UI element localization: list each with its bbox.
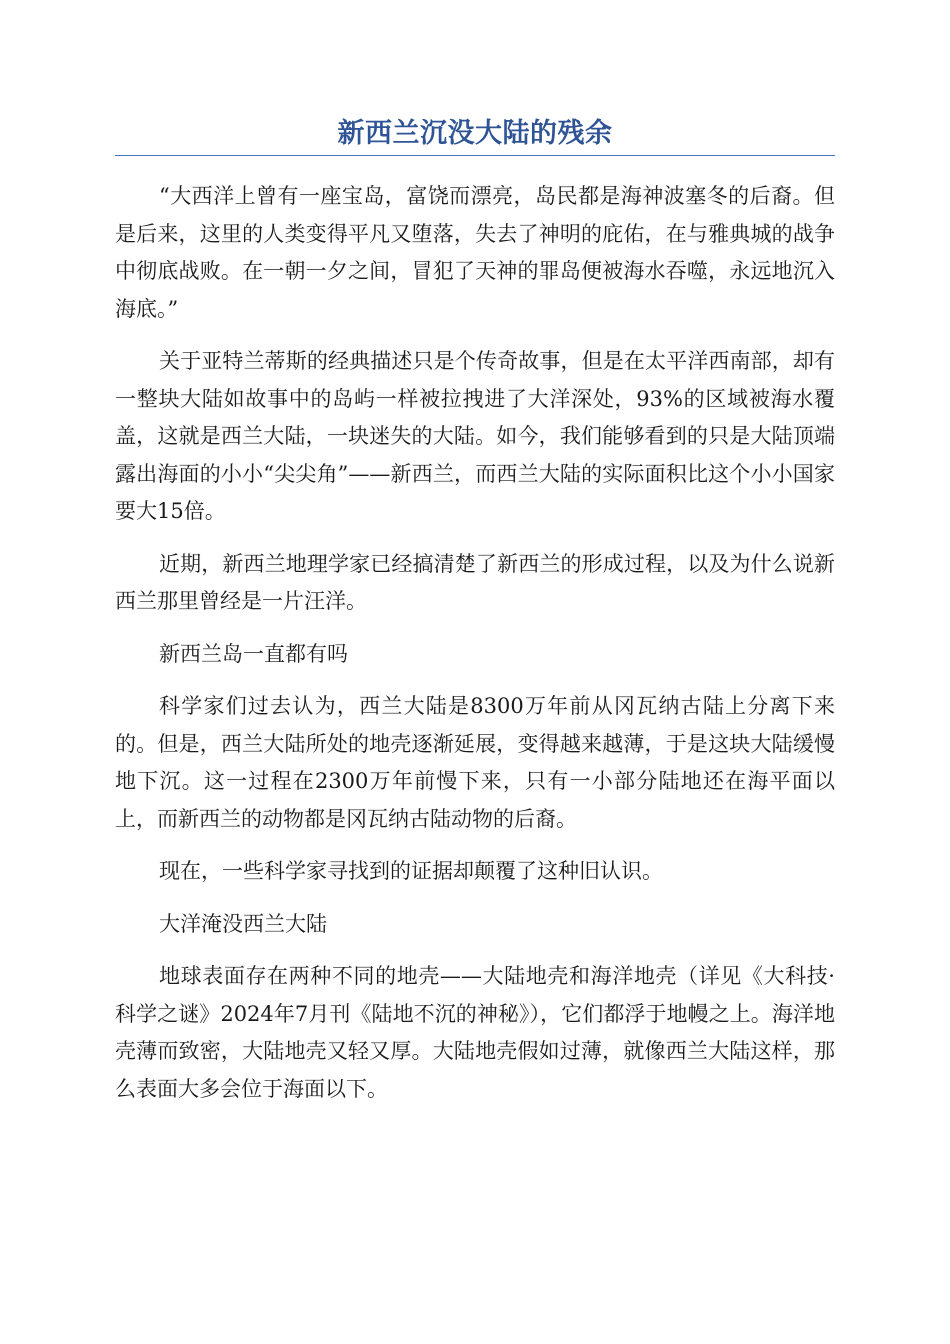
paragraph-new-evidence: 现在，一些科学家寻找到的证据却颠覆了这种旧认识。 (159, 859, 663, 883)
paragraph-old-theory: 科学家们过去认为，西兰大陆是8300万年前从冈瓦纳古陆上分离下来的。但是，西兰大陆所处的地壳逐渐延展，变得越来越薄，于是这块大陆缓慢地下沉。这一过程在2300万年前慢下来，只有一小部分陆地还在海平面以上，而新西兰的动物都是冈瓦纳古陆动物的后裔。 (115, 694, 835, 831)
paragraph-crust-types: 地球表面存在两种不同的地壳——大陆地壳和海洋地壳（详见《大科技·科学之谜》2024年7月刊《陆地不沉的神秘》），它们都浮于地幔之上。海洋地壳薄而致密，大陆地壳又轻又厚。大陆地壳假如过薄，就像西兰大陆这样，那么表面大多会位于海面以下。 (115, 964, 835, 1101)
title-underline (115, 155, 835, 156)
section-heading-always-there: 新西兰岛一直都有吗 (159, 641, 348, 666)
section-heading-ocean-submerged: 大洋淹没西兰大陆 (159, 911, 327, 936)
paragraph-legend-quote: “大西洋上曾有一座宝岛，富饶而漂亮，岛民都是海神波塞冬的后裔。但是后来，这里的人类变得平凡又堕落，失去了神明的庇佑，在与雅典城的战争中彻底战败。在一朝一夕之间，冒犯了天神的罪岛便被海水吞噬，永远地沉入海底。” (115, 184, 835, 321)
paragraph-recent-research: 近期，新西兰地理学家已经搞清楚了新西兰的形成过程，以及为什么说新西兰那里曾经是一片汪洋。 (115, 551, 835, 613)
page-title: 新西兰沉没大陆的残余 (337, 118, 613, 149)
document-page (115, 0, 835, 1108)
paragraph-atlantis-zealandia: 关于亚特兰蒂斯的经典描述只是个传奇故事，但是在太平洋西南部，却有一整块大陆如故事中的岛屿一样被拉拽进了大洋深处，93%的区域被海水覆盖，这就是西兰大陆，一块迷失的大陆。如今，我们能够看到的只是大陆顶端露出海面的小小“尖尖角”——新西兰，而西兰大陆的实际面积比这个小小国家要大15倍。 (115, 349, 835, 523)
